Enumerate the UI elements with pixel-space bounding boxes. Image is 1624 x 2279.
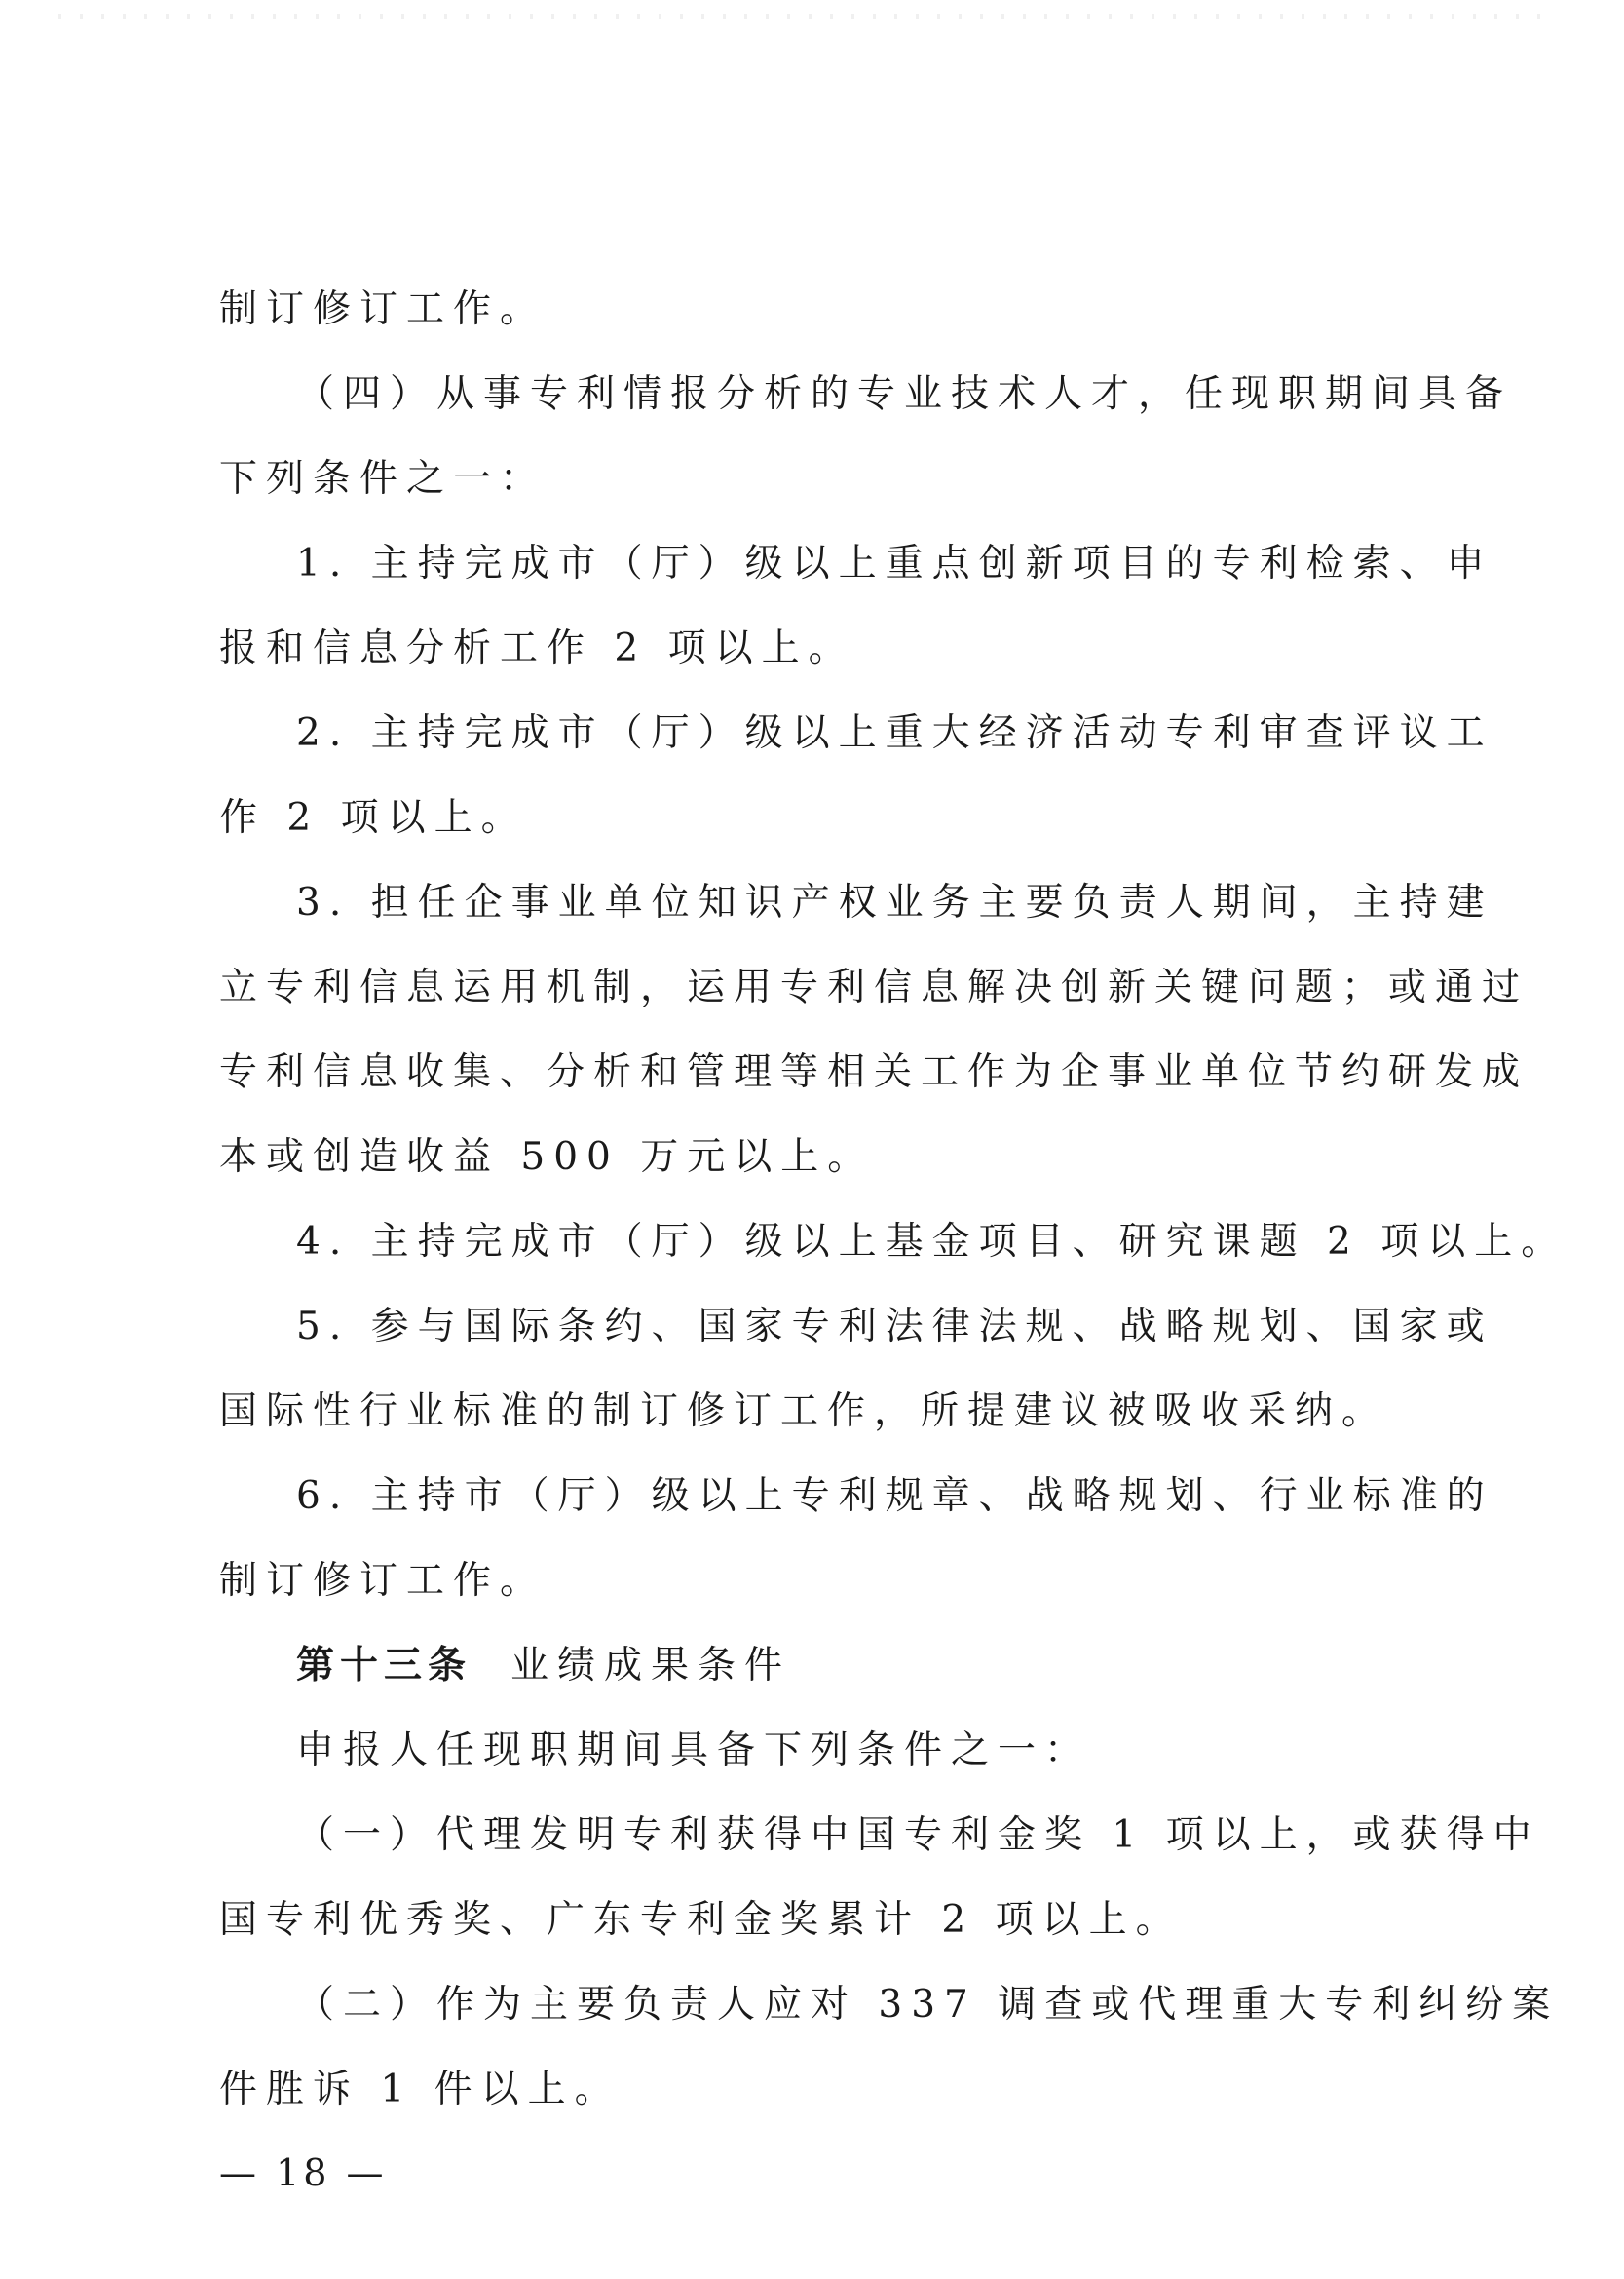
paragraph-line: 6. 主持市（厅）级以上专利规章、战略规划、行业标准的 <box>296 1474 1493 1518</box>
paragraph-line: 下列条件之一： <box>219 457 548 501</box>
article-title: 业绩成果条件 <box>510 1644 792 1688</box>
paragraph-line: 作 2 项以上。 <box>219 796 528 840</box>
paragraph-line: 本或创造收益 500 万元以上。 <box>219 1135 875 1179</box>
page-number: — 18 — <box>219 2151 388 2194</box>
paragraph-line: 申报人任现职期间具备下列条件之一： <box>296 1728 1092 1772</box>
article-heading <box>296 1644 792 1688</box>
paragraph-line: 报和信息分析工作 2 项以上。 <box>219 627 855 670</box>
scan-artifact <box>58 14 1559 19</box>
paragraph-line: 2. 主持完成市（厅）级以上重大经济活动专利审查评议工 <box>296 711 1493 755</box>
paragraph-line: 3. 担任企事业单位知识产权业务主要负责人期间，主持建 <box>296 881 1493 925</box>
paragraph-line: （二）作为主要负责人应对 337 调查或代理重大专利纠纷案 <box>296 1983 1560 2027</box>
paragraph-line: 4. 主持完成市（厅）级以上基金项目、研究课题 2 项以上。 <box>296 1220 1568 1264</box>
paragraph-line: 制订修订工作。 <box>219 1559 548 1603</box>
paragraph-line: 国专利优秀奖、广东专利金奖累计 2 项以上。 <box>219 1898 1183 1942</box>
paragraph-line: （一）代理发明专利获得中国专利金奖 1 项以上，或获得中 <box>296 1813 1540 1857</box>
paragraph-line: 制订修订工作。 <box>219 287 548 331</box>
paragraph-line: 立专利信息运用机制，运用专利信息解决创新关键问题；或通过 <box>219 966 1530 1009</box>
paragraph-line: （四）从事专利情报分析的专业技术人才，任现职期间具备 <box>296 372 1513 416</box>
paragraph-line: 国际性行业标准的制订修订工作，所提建议被吸收采纳。 <box>219 1389 1389 1433</box>
paragraph-line: 1. 主持完成市（厅）级以上重点创新项目的专利检索、申 <box>296 542 1493 586</box>
paragraph-line: 件胜诉 1 件以上。 <box>219 2068 622 2111</box>
article-label: 第十三条 <box>296 1644 472 1688</box>
paragraph-line: 专利信息收集、分析和管理等相关工作为企事业单位节约研发成 <box>219 1050 1530 1094</box>
paragraph-line: 5. 参与国际条约、国家专利法律法规、战略规划、国家或 <box>296 1305 1493 1348</box>
